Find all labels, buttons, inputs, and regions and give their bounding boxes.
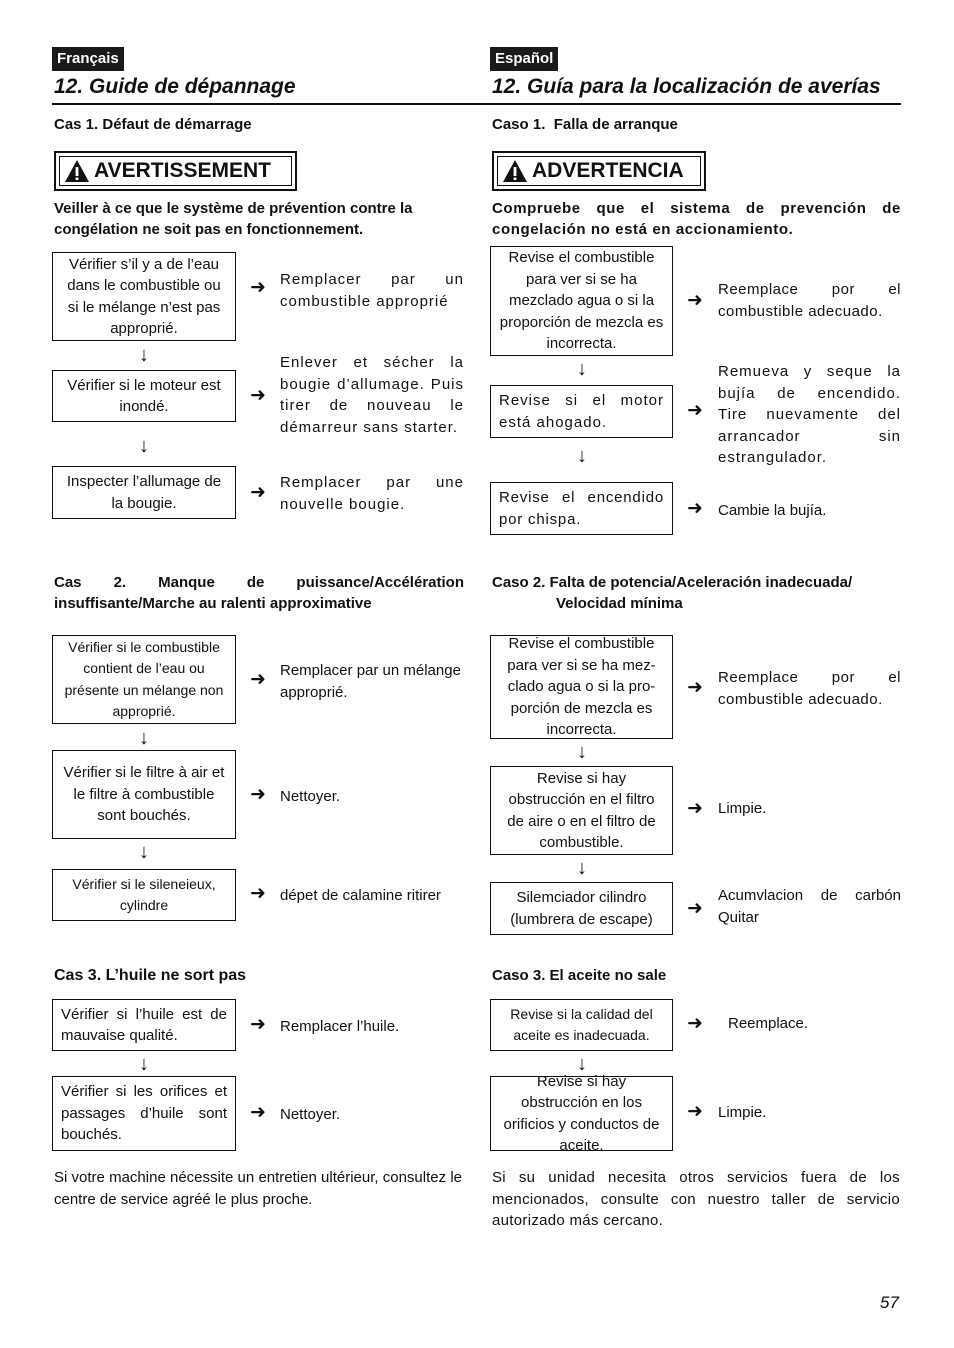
down-arrow-icon: ↓ <box>139 435 149 457</box>
header-rule <box>52 103 901 105</box>
es-footer-note: Si su unidad necesita otros servicios fuera de los mencionados, consulte con nuestro taller de servicio autorizado más cercano. <box>492 1169 900 1229</box>
fr-c1-action-2: Enlever et sécher la bougie d’allumage. Puis tirer de nouveau le démarreur sans starter. <box>280 354 464 436</box>
fr-c3-action-1: Remplacer l’huile. <box>280 1018 400 1035</box>
fr-c3-check-1: Vérifier si l’huile est de mauvaise qualité. <box>52 999 236 1051</box>
es-c1-action-3: Cambie la bujía. <box>718 502 827 519</box>
fr-warning-label: AVERTISSEMENT <box>94 159 271 182</box>
right-arrow-icon: ➜ <box>687 898 703 919</box>
fr-c2-action-3: dépet de calamine ritirer <box>280 887 441 904</box>
fr-case1-heading: Cas 1. Défaut de démarrage <box>54 116 252 133</box>
es-warning-box <box>492 151 706 191</box>
fr-footer-note: Si votre machine nécessite un entretien ultérieur, consultez le centre de service agréé le plus proche. <box>54 1169 462 1208</box>
right-arrow-icon: ➜ <box>250 1102 266 1123</box>
es-c3-check-2: Revise si hay obstrucción en los orificios y conductos de aceite. <box>490 1076 673 1151</box>
es-c1-check-3: Revise el encendido por chispa. <box>490 482 673 535</box>
right-arrow-icon: ➜ <box>250 784 266 805</box>
right-arrow-icon: ➜ <box>250 883 266 904</box>
es-c3-action-2: Limpie. <box>718 1104 767 1121</box>
warning-triangle-icon <box>502 159 528 183</box>
down-arrow-icon: ↓ <box>577 741 587 763</box>
fr-case2-heading: Cas 2. Manque de puissance/Accélération insuffisante/Marche au ralenti approximative <box>54 574 464 612</box>
es-case3-heading: Caso 3. El aceite no sale <box>492 967 667 984</box>
fr-c1-action-1: Remplacer par un combustible approprié <box>280 271 464 310</box>
right-arrow-icon: ➜ <box>687 1101 703 1122</box>
right-arrow-icon: ➜ <box>250 1014 266 1035</box>
language-tag-spanish: Español <box>490 47 558 71</box>
fr-warning-box <box>54 151 297 191</box>
es-c3-action-1: Reemplace. <box>728 1015 809 1032</box>
language-tag-french: Français <box>52 47 124 71</box>
fr-warning-text: Veiller à ce que le système de prévention contre la congélation ne soit pas en fonctionnement. <box>54 200 413 238</box>
es-c1-check-1: Revise el combustible para ver si se ha mezclado agua o si la proporción de mezcla es incorrecta. <box>490 246 673 356</box>
down-arrow-icon: ↓ <box>577 1053 587 1075</box>
es-c1-check-2: Revise si el motor está ahogado. <box>490 385 673 438</box>
fr-case3-heading: Cas 3. L’huile ne sort pas <box>54 967 247 984</box>
fr-c3-check-2: Vérifier si les orifices et passages d’huile sont bouchés. <box>52 1076 236 1151</box>
es-c2-check-1: Revise el combustible para ver si se ha mez-clado agua o si la pro-porción de mezcla es incorrecta. <box>490 635 673 739</box>
page-number: 57 <box>880 1293 899 1312</box>
es-c2-action-3: Acumvlacion de carbón Quitar <box>718 887 901 926</box>
down-arrow-icon: ↓ <box>577 445 587 467</box>
es-case1-heading: Caso 1. Falla de arranque <box>492 116 678 133</box>
fr-c2-action-1: Remplacer par un mélange approprié. <box>280 662 461 701</box>
es-warning-label: ADVERTENCIA <box>532 159 684 182</box>
right-arrow-icon: ➜ <box>250 482 266 503</box>
fr-c2-check-3: Vérifier si le sileneieux, cylindre <box>52 869 236 921</box>
es-case2-heading-line2: Velocidad mínima <box>556 595 683 612</box>
fr-c2-check-1: Vérifier si le combustible contient de l’eau ou présente un mélange non approprié. <box>52 635 236 724</box>
fr-c1-check-1: Vérifier s’il y a de l’eau dans le combustible ou si le mélange n’est pas approprié. <box>52 252 236 341</box>
fr-c2-action-2: Nettoyer. <box>280 788 341 805</box>
es-c2-check-2: Revise si hay obstrucción en el filtro de aire o en el filtro de combustible. <box>490 766 673 855</box>
down-arrow-icon: ↓ <box>577 358 587 380</box>
right-arrow-icon: ➜ <box>250 669 266 690</box>
fr-c1-check-3: Inspecter l’allumage de la bougie. <box>52 466 236 519</box>
es-c1-action-1: Reemplace por el combustible adecuado. <box>718 281 901 320</box>
es-c2-check-3: Silemciador cilindro (lumbrera de escape) <box>490 882 673 935</box>
es-c1-action-2: Remueva y seque la bujía de encendido. Tire nuevamente del arrancador sin estrangulador. <box>718 363 901 466</box>
es-c3-check-1: Revise si la calidad del aceite es inadecuada. <box>490 999 673 1051</box>
section-title-french: 12. Guide de dépannage <box>54 75 296 98</box>
warning-triangle-icon <box>64 159 90 183</box>
right-arrow-icon: ➜ <box>687 400 703 421</box>
right-arrow-icon: ➜ <box>687 498 703 519</box>
es-case2-heading-line1: Caso 2. Falta de potencia/Aceleración inadecuada/ <box>492 574 853 591</box>
section-title-spanish: 12. Guía para la localización de averías <box>492 75 881 98</box>
fr-c3-action-2: Nettoyer. <box>280 1106 341 1123</box>
down-arrow-icon: ↓ <box>139 344 149 366</box>
down-arrow-icon: ↓ <box>139 841 149 863</box>
fr-c1-check-2: Vérifier si le moteur est inondé. <box>52 370 236 422</box>
right-arrow-icon: ➜ <box>250 385 266 406</box>
right-arrow-icon: ➜ <box>687 798 703 819</box>
es-c2-action-2: Limpie. <box>718 800 767 817</box>
down-arrow-icon: ↓ <box>577 857 587 879</box>
es-warning-text: Compruebe que el sistema de prevención de congelación no está en accionamiento. <box>492 200 901 238</box>
right-arrow-icon: ➜ <box>687 1013 703 1034</box>
right-arrow-icon: ➜ <box>687 677 703 698</box>
fr-c2-check-2: Vérifier si le filtre à air et le filtre à combustible sont bouchés. <box>52 750 236 839</box>
right-arrow-icon: ➜ <box>250 277 266 298</box>
down-arrow-icon: ↓ <box>139 1053 149 1075</box>
down-arrow-icon: ↓ <box>139 727 149 749</box>
es-c2-action-1: Reemplace por el combustible adecuado. <box>718 669 901 708</box>
right-arrow-icon: ➜ <box>687 290 703 311</box>
fr-c1-action-3: Remplacer par une nouvelle bougie. <box>280 474 464 513</box>
